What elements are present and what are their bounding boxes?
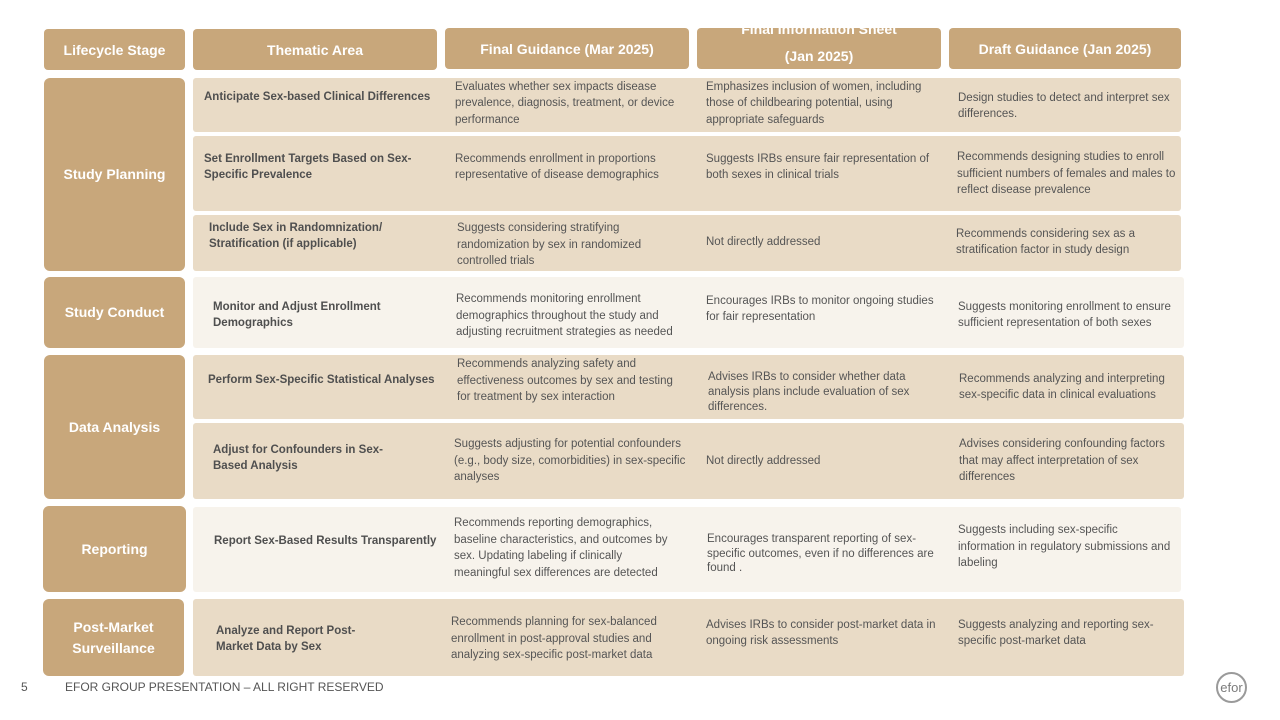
stage-post-market-surveillance: Post-Market Surveillance [43, 599, 184, 676]
header-final-info-line2: (Jan 2025) [784, 47, 854, 64]
final-guidance-cell: Suggests considering stratifying randomization by sex in randomized controlled trials [457, 222, 642, 268]
header-final-guidance: Final Guidance (Mar 2025) [445, 28, 689, 69]
draft-guidance-cell: Suggests analyzing and reporting sex-specific post-market data [958, 618, 1154, 647]
final-info-cell: Not directly addressed [706, 235, 821, 248]
final-info-cell: Advises IRBs to consider post-market data in ongoing risk assessments [706, 618, 936, 647]
header-lifecycle-stage: Lifecycle Stage [44, 29, 185, 70]
final-guidance-cell: Evaluates whether sex impacts disease prevalence, diagnosis, treatment, or device performance [455, 80, 675, 126]
final-info-cell: Suggests IRBs ensure fair representation of both sexes in clinical trials [706, 152, 930, 181]
draft-guidance-cell: Recommends considering sex as a stratification factor in study design [956, 227, 1135, 256]
stage-data-analysis: Data Analysis [44, 355, 185, 499]
draft-guidance-cell: Suggests monitoring enrollment to ensure sufficient representation of both sexes [958, 300, 1171, 329]
efor-logo: efor [1216, 672, 1247, 703]
theme-cell: Perform Sex-Specific Statistical Analyses [208, 373, 435, 386]
draft-guidance-cell: Advises considering confounding factors that may affect interpretation of sex differences [959, 438, 1165, 484]
final-guidance-cell: Recommends planning for sex-balanced enrollment in post-approval studies and analyzing sex-specific post-market data [451, 616, 657, 662]
draft-guidance-cell: Recommends designing studies to enroll sufficient numbers of females and males to reflect disease prevalence [957, 151, 1176, 197]
theme-cell: Set Enrollment Targets Based on Sex-Specific Prevalence [204, 152, 412, 181]
draft-guidance-cell: Design studies to detect and interpret sex differences. [958, 91, 1170, 120]
stage-reporting: Reporting [43, 506, 186, 592]
theme-cell: Analyze and Report Post-Market Data by Sex [216, 624, 356, 653]
theme-cell: Monitor and Adjust Enrollment Demographics [213, 300, 381, 329]
stage-study-planning: Study Planning [44, 78, 185, 271]
final-guidance-cell: Recommends enrollment in proportions representative of disease demographics [455, 152, 659, 181]
final-info-cell: Encourages IRBs to monitor ongoing studies for fair representation [706, 294, 934, 323]
final-info-cell: Not directly addressed [706, 454, 821, 467]
final-guidance-cell: Recommends reporting demographics, baseline characteristics, and outcomes by sex. Updating labeling if clinically meaningful sex differences are detected [454, 517, 668, 579]
draft-guidance-cell: Suggests including sex-specific information in regulatory submissions and labeling [958, 524, 1171, 570]
header-final-info-line1: Final Information Sheet [741, 20, 897, 37]
draft-guidance-cell: Recommends analyzing and interpreting sex-specific data in clinical evaluations [959, 372, 1165, 401]
final-guidance-cell: Recommends monitoring enrollment demographics throughout the study and adjusting recruitment strategies as needed [456, 293, 673, 339]
page-number: 5 [21, 680, 28, 694]
header-draft-guidance: Draft Guidance (Jan 2025) [949, 28, 1181, 69]
final-info-cell: Encourages transparent reporting of sex-specific outcomes, even if no differences are found . [707, 533, 934, 575]
theme-cell: Anticipate Sex-based Clinical Differences [204, 90, 431, 103]
stage-study-conduct: Study Conduct [44, 277, 185, 348]
final-info-cell: Emphasizes inclusion of women, including those of childbearing potential, using appropriate safeguards [706, 80, 922, 126]
final-guidance-cell: Suggests adjusting for potential confounders (e.g., body size, comorbidities) in sex-specific analyses [454, 438, 686, 484]
theme-cell: Include Sex in Randomnization/ Stratification (if applicable) [209, 221, 383, 250]
header-thematic-area: Thematic Area [193, 29, 437, 70]
footer-text: EFOR GROUP PRESENTATION – ALL RIGHT RESERVED [65, 680, 384, 694]
theme-cell: Adjust for Confounders in Sex-Based Analysis [213, 443, 383, 472]
final-guidance-cell: Recommends analyzing safety and effectiveness outcomes by sex and testing for treatment by sex interaction [457, 358, 673, 404]
header-final-information-sheet [697, 20, 941, 69]
theme-cell: Report Sex-Based Results Transparently [214, 534, 437, 547]
final-info-cell: Advises IRBs to consider whether data analysis plans include evaluation of sex differences. [708, 370, 910, 413]
